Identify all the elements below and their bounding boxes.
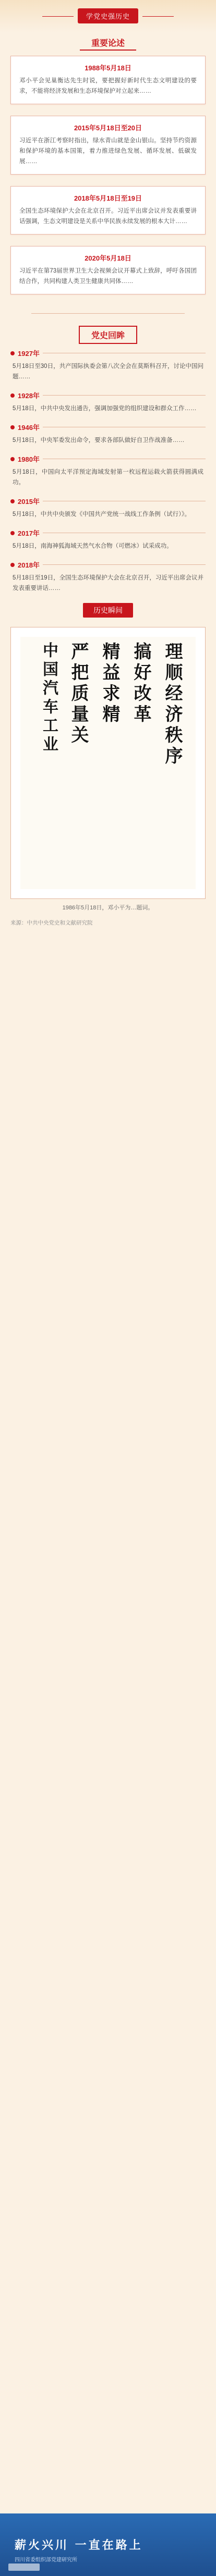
timeline-year: 2018年: [18, 561, 40, 569]
timeline-text: 5月18日，中共中央颁发《中国共产党统一战线工作条例（试行）》。: [13, 511, 191, 517]
calligraphy-column: 搞好改革: [130, 642, 151, 725]
timeline-item: [10, 348, 206, 382]
section-title-important: [0, 35, 216, 51]
timeline-item: [10, 422, 206, 446]
timeline-text: 5月18日，中共中央发出通告，强调加强党的组织建设和群众工作……: [13, 405, 197, 412]
card-text: 习近平在第73届世界卫生大会视频会议开幕式上致辞，呼吁各国团结合作，共同构建人类卫生健康共同体……: [19, 268, 197, 285]
timeline-text: 5月18日，南海神狐海域天然气水合物（可燃冰）试采成功。: [13, 543, 173, 549]
timeline-text: 5月18日至19日，全国生态环境保护大会在北京召开，习近平出席会议并发表重要讲话……: [13, 575, 203, 591]
quote-card: [10, 116, 206, 175]
calligraphy-column: 严把质量关: [68, 642, 89, 746]
timeline-year: 1927年: [18, 350, 40, 358]
calligraphy-column: 理顺经济秩序: [162, 642, 183, 767]
footer-title: 薪火兴川 一直在路上: [15, 2538, 143, 2552]
moment-section-title: [0, 603, 216, 618]
timeline-year: 1946年: [18, 424, 40, 432]
calligraphy-column: 精益求精: [99, 642, 120, 725]
timeline-text: 5月18日，中央军委发出命令，要求各部队做好自卫作战准备……: [13, 437, 185, 443]
history-title-text: 党史回眸: [79, 326, 137, 344]
timeline-text: 5月18日，中国向太平洋预定海域发射第一枚远程运载火箭获得圆满成功。: [13, 469, 203, 486]
card-text: 习近平在浙江考察时指出，绿水青山就是金山银山。坚持节约资源和保护环境的基本国策，着力推进绿色发展、循环发展、低碳发展……: [19, 138, 197, 165]
section-title-text: 重要论述: [80, 35, 136, 51]
card-date: 2020年5月18日: [85, 254, 131, 262]
quote-card: [10, 56, 206, 104]
footer-banner: [0, 2513, 216, 2576]
timeline-item: [10, 454, 206, 488]
divider: [0, 306, 216, 321]
timeline-year: 1980年: [18, 455, 40, 463]
timeline-year: 1928年: [18, 392, 40, 400]
timeline-dot-icon: [10, 563, 15, 567]
footer-subtitle: 四川省委组织部党建研究所: [15, 2557, 77, 2563]
quote-card: [10, 246, 206, 294]
footer-logo: [8, 2563, 40, 2571]
timeline-item: [10, 528, 206, 551]
source-text: 来源：中共中央党史和文献研究院: [10, 920, 93, 926]
calligraphy-caption: 1986年5月18日，邓小平为…题词。: [62, 905, 154, 911]
card-date: 2015年5月18日至20日: [74, 124, 142, 132]
top-banner: [0, 0, 216, 32]
card-text: 邓小平会见巢衡达先生时说，要把握好新时代生态文明建设的要求，不能将经济发展和生态环境保护对立起来……: [19, 78, 197, 94]
moment-section-title-text: 历史瞬间: [83, 603, 133, 618]
timeline-year: 2017年: [18, 529, 40, 537]
timeline-dot-icon: [10, 499, 15, 503]
timeline-dot-icon: [10, 531, 15, 535]
card-text: 全国生态环境保护大会在北京召开。习近平出席会议并发表重要讲话强调，生态文明建设是关系中华民族永续发展的根本大计……: [19, 208, 197, 225]
timeline-dot-icon: [10, 393, 15, 398]
history-title: [0, 326, 216, 344]
timeline-dot-icon: [10, 425, 15, 429]
card-date: 1988年5月18日: [85, 64, 131, 72]
timeline-dot-icon: [10, 351, 15, 355]
calligraphy-frame: [10, 627, 206, 899]
timeline-dot-icon: [10, 457, 15, 461]
calligraphy-column: 中国汽车工业: [40, 642, 58, 755]
timeline: [10, 348, 206, 594]
calligraphy-image: [20, 637, 196, 889]
timeline-year: 2015年: [18, 498, 40, 506]
timeline-item: [10, 390, 206, 414]
timeline-text: 5月18日至30日，共产国际执委会第八次全会在莫斯科召开，讨论中国问题……: [13, 363, 203, 380]
card-date: 2018年5月18日至19日: [74, 194, 142, 202]
timeline-item: [10, 496, 206, 520]
quote-card: [10, 186, 206, 235]
banner-tag: 学党史强历史: [78, 8, 138, 23]
timeline-item: [10, 560, 206, 594]
